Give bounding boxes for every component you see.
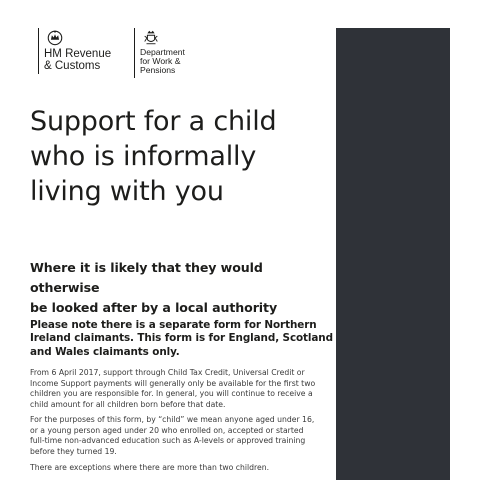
paragraph-line: or a young person aged under 20 who enrolled on, accepted or started [30, 425, 304, 435]
dwp-logo [134, 28, 185, 78]
paragraph-line: For the purposes of this form, by “child” we mean anyone aged under 16, [30, 415, 315, 424]
paragraph-line: Income Support payments will generally only be available for the first two [30, 378, 316, 388]
hmrc-logo-line: HM Revenue [44, 48, 112, 60]
note-line: Please note there is a separate form for Northern [30, 319, 317, 331]
paragraph-line: child amount for all children born before that date. [30, 399, 226, 409]
paragraph-line: From 6 April 2017, support through Child Tax Credit, Universal Credit or [30, 368, 305, 377]
dwp-logo-line: for Work & [140, 56, 181, 67]
logo-divider [38, 28, 39, 74]
paragraph-exceptions [30, 463, 330, 474]
paragraph-child-definition [30, 415, 330, 457]
subtitle-line: be looked after by a local authority [30, 300, 278, 315]
note-line: Ireland claimants. This form is for England, Scotland [30, 332, 333, 345]
hmrc-logo-line: & Customs [44, 60, 101, 72]
royal-crest-icon [142, 28, 160, 46]
dwp-logo-line: Pensions [140, 65, 176, 76]
title-line: Support for a child [30, 106, 277, 137]
logo-divider [134, 28, 135, 78]
hmrc-logo [38, 28, 111, 74]
paragraph-line: children you are responsible for. In general, you will continue to receive a [30, 389, 313, 399]
title-line: living with you [30, 176, 224, 207]
document-title [30, 104, 330, 209]
paragraph-line: There are exceptions where there are more than two children. [30, 463, 270, 472]
subtitle-line: Where it is likely that they would otherwise [30, 260, 263, 295]
paragraph-two-child-limit [30, 368, 330, 410]
decorative-sidebar [336, 28, 450, 480]
jurisdiction-note [30, 319, 335, 359]
paragraph-line: before they turned 19. [30, 446, 117, 456]
crown-icon [46, 28, 64, 46]
document-subtitle [30, 258, 330, 318]
note-line: and Wales claimants only. [30, 345, 180, 358]
paragraph-line: full-time non-advanced education such as A-levels or approved training [30, 436, 306, 446]
title-line: who is informally [30, 141, 257, 172]
dwp-logo-line: Department [140, 47, 185, 57]
